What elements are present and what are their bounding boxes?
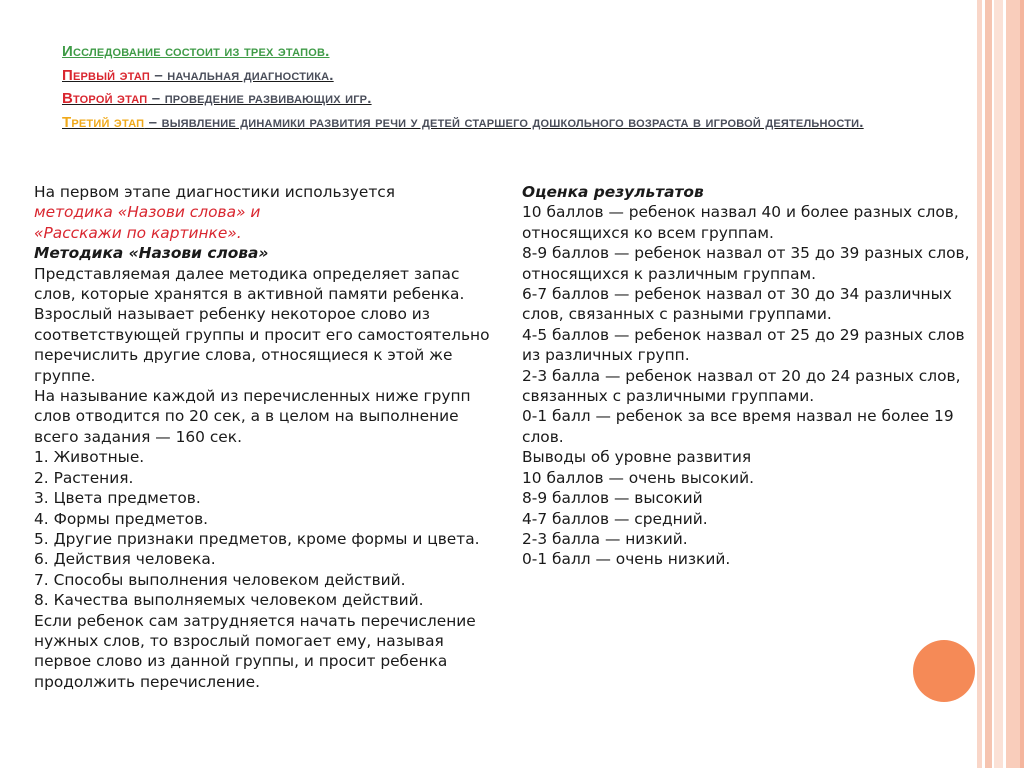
score-item: 6-7 баллов — ребенок назвал от 30 до 34 различных слов, связанных с разными группами. [522, 285, 952, 324]
method-heading: Методика «Назови слова» [34, 244, 269, 263]
score-item: 8-9 баллов — ребенок назвал от 35 до 39 разных слов, относящихся к различным группам. [522, 244, 970, 283]
decor-circle [913, 640, 975, 702]
decor-stripe [985, 0, 992, 768]
list-item: 2. Растения. [34, 468, 134, 487]
method-description: Представляемая далее методика определяет запас слов, которые хранятся в активной памяти ребенка. Взрослый называет ребенку некоторое слово из соответствующей группы и просит его самостоятельно перечислить другие слова, относящиеся к этой же группе. [34, 264, 490, 385]
method-name-2: «Расскажи по картинке». [34, 223, 242, 242]
right-column [522, 182, 980, 570]
score-item: 2-3 балла — ребенок назвал от 20 до 24 разных слов, связанных с различными группами. [522, 366, 961, 406]
level-item: 0-1 балл — очень низкий. [522, 550, 731, 569]
list-item: 5. Другие признаки предметов, кроме формы и цвета. [34, 529, 480, 548]
level-item: 10 баллов — очень высокий. [522, 468, 755, 487]
score-item: 10 баллов — ребенок назвал 40 и более разных слов, относящихся ко всем группам. [522, 203, 959, 242]
level-item: 4-7 баллов — средний. [522, 509, 708, 528]
left-column [34, 182, 494, 692]
levels-heading: Выводы об уровне развития [522, 448, 752, 467]
decor-stripe [994, 0, 1003, 768]
level-item: 8-9 баллов — высокий [522, 489, 703, 508]
intro-text: На первом этапе диагностики используется [34, 183, 396, 201]
score-item: 0-1 балл — ребенок за все время назвал не более 19 слов. [522, 407, 954, 446]
decor-stripe [1006, 0, 1020, 768]
decor-stripe [1020, 0, 1024, 768]
title-stage-2: Второй этап [62, 90, 148, 108]
title-stage-3: Третий этап [62, 113, 145, 131]
title-stage-3-text: – выявление динамики развития речи у детей старшего дошкольного возраста в игровой деятельности. [144, 113, 864, 131]
list-item: 7. Способы выполнения человеком действий. [34, 570, 406, 589]
title-line-4 [62, 111, 982, 135]
slide-title [62, 40, 982, 134]
list-item: 3. Цвета предметов. [34, 489, 201, 508]
title-line-3 [62, 87, 982, 111]
help-text: Если ребенок сам затрудняется начать перечисление нужных слов, то взрослый помогает ему, называя первое слово из данной группы, и просит ребенка продолжить перечисление. [34, 611, 476, 691]
title-stage-1-text: – начальная диагностика. [150, 66, 334, 84]
method-name-1: методика «Назови слова» и [34, 203, 261, 222]
title-stage-2-text: – проведение развивающих игр. [147, 90, 372, 108]
list-item: 8. Качества выполняемых человеком действий. [34, 591, 424, 610]
score-item: 4-5 баллов — ребенок назвал от 25 до 29 разных слов из различных групп. [522, 325, 965, 365]
list-item: 1. Животные. [34, 448, 145, 467]
results-heading: Оценка результатов [522, 183, 704, 201]
list-item: 6. Действия человека. [34, 550, 216, 569]
title-line-1: Исследование состоит из трех этапов. [62, 43, 330, 60]
title-stage-1: Первый этап [62, 66, 150, 84]
time-description: На называние каждой из перечисленных ниже групп слов отводится по 20 сек, а в целом на выполнение всего задания — 160 сек. [34, 387, 471, 446]
level-item: 2-3 балла — низкий. [522, 529, 688, 548]
list-item: 4. Формы предметов. [34, 509, 209, 528]
title-line-2 [62, 64, 982, 88]
